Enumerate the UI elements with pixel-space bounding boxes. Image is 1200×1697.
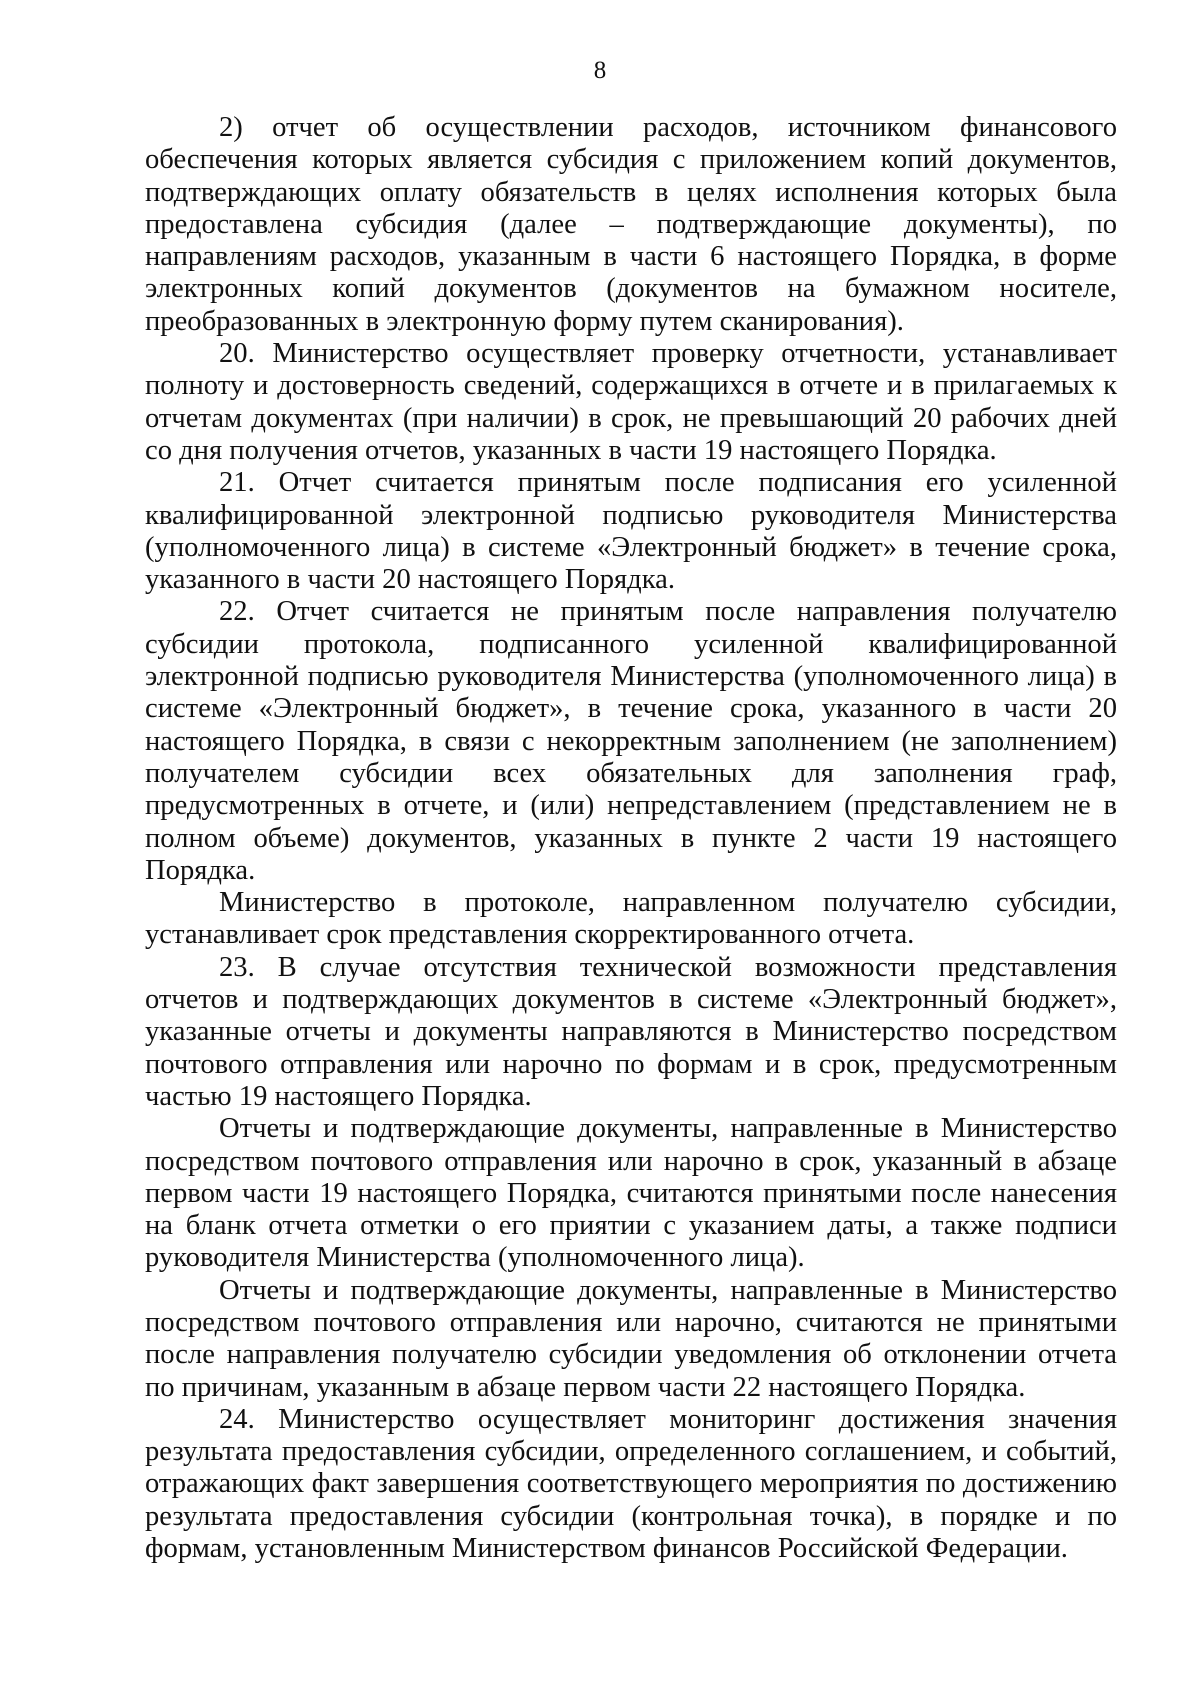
paragraph-20: 20. Министерство осуществляет проверку отчетности, устанавливает полноту и достоверность сведений, содержащихся в отчете и в прилагаемых к отчетам документах (при наличии) в срок, не превышающий 20 рабочих дней со дня получения отчетов, указанных в части 19 настоящего Порядка.: [145, 338, 1117, 466]
paragraph-23-continuation-2: Отчеты и подтверждающие документы, направленные в Министерство посредством почтового отправления или нарочно, считаются не принятыми после направления получателю субсидии уведомления об отклонении отчета по причинам, указанным в абзаце первом части 22 настоящего Порядка.: [145, 1274, 1117, 1403]
paragraph-22-continuation: Министерство в протоколе, направленном получателю субсидии, устанавливает срок представления скорректированного отчета.: [145, 887, 1117, 951]
paragraph-23: 23. В случае отсутствия технической возможности представления отчетов и подтверждающих документов в системе «Электронный бюджет», указанные отчеты и документы направляются в Министерство посредством почтового отправления или нарочно по формам и в срок, предусмотренным частью 19 настоящего Порядка.: [145, 951, 1117, 1112]
paragraph-22: 22. Отчет считается не принятым после направления получателю субсидии протокола, подписанного усиленной квалифицированной электронной подписью руководителя Министерства (уполномоченного лица) в системе «Электронный бюджет», в течение срока, указанного в части 20 настоящего Порядка, в связи с некорректным заполнением (не заполнением) получателем субсидии всех обязательных для заполнения граф, предусмотренных в отчете, и (или) непредставлением (представлением не в полном объеме) документов, указанных в пункте 2 части 19 настоящего Порядка.: [145, 596, 1117, 886]
paragraph-21: 21. Отчет считается принятым после подписания его усиленной квалифицированной электронной подписью руководителя Министерства (уполномоченного лица) в системе «Электронный бюджет» в течение срока, указанного в части 20 настоящего Порядка.: [145, 467, 1117, 596]
paragraph-23-continuation-1: Отчеты и подтверждающие документы, направленные в Министерство посредством почтового отправления или нарочно в срок, указанный в абзаце первом части 19 настоящего Порядка, считаются принятыми после нанесения на бланк отчета отметки о его приятии с указанием даты, а также подписи руководителя Министерства (уполномоченного лица).: [145, 1113, 1117, 1274]
paragraph-24: 24. Министерство осуществляет мониторинг достижения значения результата предоставления субсидии, определенного соглашением, и событий, отражающих факт завершения соответствующего мероприятия по достижению результата предоставления субсидии (контрольная точка), в порядке и по формам, установленным Министерством финансов Российской Федерации.: [145, 1403, 1117, 1565]
paragraph-item-2-report: 2) отчет об осуществлении расходов, источником финансового обеспечения которых является субсидия с приложением копий документов, подтверждающих оплату обязательств в целях исполнения которых была предоставлена субсидия (далее – подтверждающие документы), по направлениям расходов, указанным в части 6 настоящего Порядка, в форме электронных копий документов (документов на бумажном носителе, преобразованных в электронную форму путем сканирования).: [145, 112, 1117, 337]
document-body: [145, 112, 1117, 1565]
page-number: 8: [593, 57, 607, 84]
